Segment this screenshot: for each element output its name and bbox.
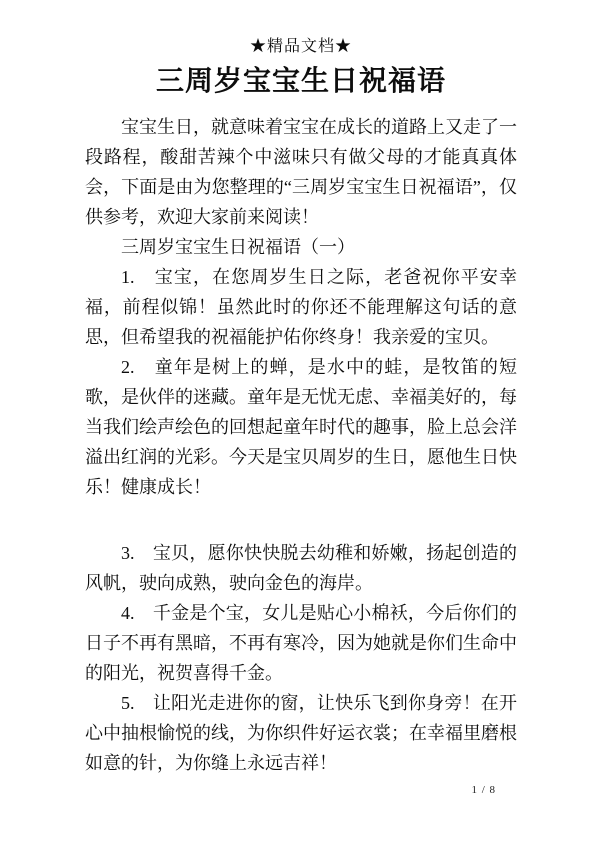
- section-heading: 三周岁宝宝生日祝福语（一）: [121, 237, 355, 257]
- wish-item-5: 5. 让阳光走进你的窗，让快乐飞到你身旁！在开心中抽根愉悦的线，为你织件好运衣裳；在幸福里磨根如意的针，为你缝上永远吉祥！: [85, 693, 517, 773]
- premium-doc-badge: ★精品文档★: [249, 38, 352, 55]
- page-number: 1 / 8: [471, 784, 496, 796]
- page-title: 三周岁宝宝生日祝福语: [155, 66, 446, 97]
- wish-item-1: 1. 宝宝，在您周岁生日之际，老爸祝你平安幸福，前程似锦！虽然此时的你还不能理解这句话的意思，但希望我的祝福能护佑你终身！我亲爱的宝贝。: [85, 267, 517, 347]
- intro-paragraph: 宝宝生日，就意味着宝宝在成长的道路上又走了一段路程，酸甜苦辣个中滋味只有做父母的才能真真体会，下面是由为您整理的“三周岁宝宝生日祝福语”，仅供参考，欢迎大家前来阅读！: [85, 117, 517, 227]
- wish-item-2: 2. 童年是树上的蝉，是水中的蛙，是牧笛的短歌，是伙伴的迷藏。童年是无忧无虑、幸福美好的，每当我们绘声绘色的回想起童年时代的趣事，脸上总会洋溢出红润的光彩。今天是宝贝周岁的生日，愿他生日快乐！健康成长！: [85, 357, 517, 497]
- wish-item-3: 3. 宝贝，愿你快快脱去幼稚和娇嫩，扬起创造的风帆，驶向成熟，驶向金色的海岸。: [85, 543, 517, 593]
- wish-item-4: 4. 千金是个宝，女儿是贴心小棉袄，今后你们的日子不再有黑暗，不再有寒冷，因为她就是你们生命中的阳光，祝贺喜得千金。: [85, 603, 517, 683]
